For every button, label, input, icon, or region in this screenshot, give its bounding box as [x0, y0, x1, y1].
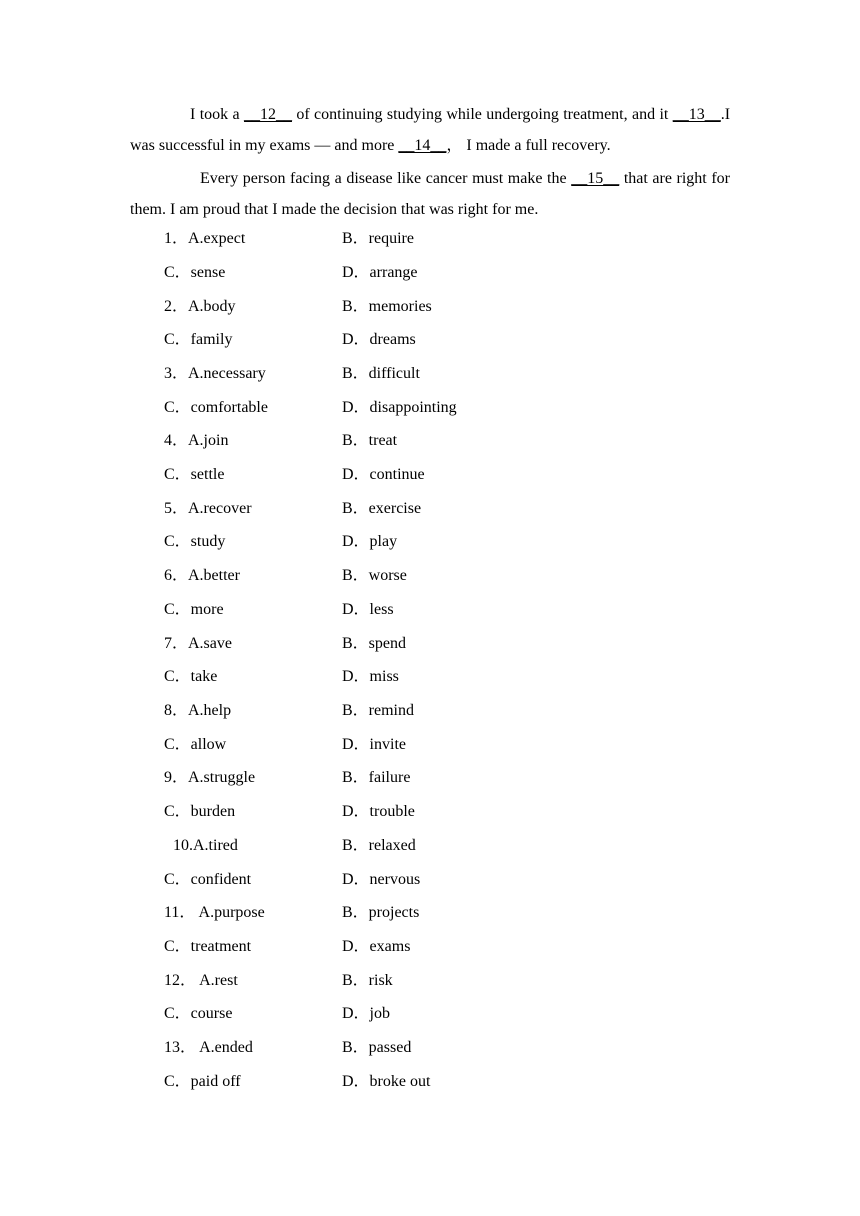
blank-15: __15__	[571, 170, 620, 187]
option-row	[0, 295, 860, 319]
option-right: D．job	[342, 1005, 391, 1022]
option-right: D．play	[342, 533, 398, 550]
option-left: 7．A.save	[164, 635, 232, 652]
option-row	[0, 261, 860, 285]
option-left: C．comfortable	[164, 399, 268, 416]
option-right: D．dreams	[342, 331, 416, 348]
option-row	[0, 868, 860, 892]
option-left: 2．A.body	[164, 298, 236, 315]
option-right: B．relaxed	[342, 837, 416, 854]
option-row	[0, 497, 860, 521]
passage-text: of continuing studying while undergoing treatment, and it	[296, 106, 669, 123]
option-row	[0, 665, 860, 689]
option-left: 6．A.better	[164, 567, 240, 584]
option-row	[0, 1002, 860, 1026]
option-right: D．disappointing	[342, 399, 457, 416]
option-left: C．treatment	[164, 938, 252, 955]
option-right: D．exams	[342, 938, 411, 955]
blank-14: __14__	[398, 137, 447, 154]
option-left: 5．A.recover	[164, 500, 252, 517]
option-left: 1．A.expect	[164, 230, 246, 247]
option-left: 11． A.purpose	[164, 904, 265, 921]
option-left: C．more	[164, 601, 224, 618]
option-left: 10.A.tired	[173, 837, 238, 854]
blank-13: __13__	[672, 106, 721, 123]
option-row	[0, 632, 860, 656]
option-right: D．less	[342, 601, 394, 618]
option-left: C．study	[164, 533, 226, 550]
passage-text: ， I made a full recovery.	[446, 137, 611, 154]
option-row	[0, 969, 860, 993]
option-row	[0, 766, 860, 790]
option-right: B．difficult	[342, 365, 420, 382]
option-left: C．take	[164, 668, 218, 685]
option-left: C．course	[164, 1005, 233, 1022]
passage-text: .I was successful in my exams — and more	[130, 106, 731, 154]
option-right: B．risk	[342, 972, 393, 989]
blank-12: __12__	[243, 106, 292, 123]
option-left: C．burden	[164, 803, 236, 820]
option-row	[0, 699, 860, 723]
option-right: D．invite	[342, 736, 406, 753]
option-row	[0, 1036, 860, 1060]
option-right: D．broke out	[342, 1073, 431, 1090]
option-right: B．remind	[342, 702, 414, 719]
option-row	[0, 564, 860, 588]
option-left: 4．A.join	[164, 432, 229, 449]
option-right: B．failure	[342, 769, 411, 786]
option-row	[0, 227, 860, 251]
passage-text: Every person facing a disease like cancer must make the	[200, 170, 567, 187]
option-right: D．miss	[342, 668, 399, 685]
option-row	[0, 429, 860, 453]
option-row	[0, 935, 860, 959]
passage-paragraph-1	[130, 99, 730, 161]
option-right: B．projects	[342, 904, 420, 921]
option-row	[0, 901, 860, 925]
option-row	[0, 1070, 860, 1094]
option-right: D．continue	[342, 466, 425, 483]
option-row	[0, 598, 860, 622]
option-left: 13． A.ended	[164, 1039, 253, 1056]
passage-paragraph-2	[130, 163, 730, 225]
option-row	[0, 800, 860, 824]
option-row	[0, 733, 860, 757]
option-left: 9．A.struggle	[164, 769, 256, 786]
option-right: B．require	[342, 230, 414, 247]
option-row	[0, 834, 860, 858]
option-left: C．family	[164, 331, 233, 348]
option-row	[0, 362, 860, 386]
passage-text: that are right for them. I am proud that I made the decision that was right for me.	[130, 170, 731, 218]
option-right: B．spend	[342, 635, 407, 652]
option-left: C．settle	[164, 466, 225, 483]
option-left: C．confident	[164, 871, 252, 888]
option-right: D．trouble	[342, 803, 415, 820]
option-row	[0, 328, 860, 352]
option-left: C．paid off	[164, 1073, 241, 1090]
option-right: B．memories	[342, 298, 432, 315]
option-left: 8．A.help	[164, 702, 232, 719]
passage-text: I took a	[190, 106, 240, 123]
option-row	[0, 463, 860, 487]
option-right: D．nervous	[342, 871, 421, 888]
option-right: B．passed	[342, 1039, 412, 1056]
option-left: C．allow	[164, 736, 227, 753]
option-row	[0, 530, 860, 554]
option-right: B．exercise	[342, 500, 422, 517]
option-left: 3．A.necessary	[164, 365, 266, 382]
option-right: B．treat	[342, 432, 398, 449]
option-right: D．arrange	[342, 264, 418, 281]
option-left: 12． A.rest	[164, 972, 238, 989]
option-row	[0, 396, 860, 420]
option-right: B．worse	[342, 567, 407, 584]
option-left: C．sense	[164, 264, 226, 281]
